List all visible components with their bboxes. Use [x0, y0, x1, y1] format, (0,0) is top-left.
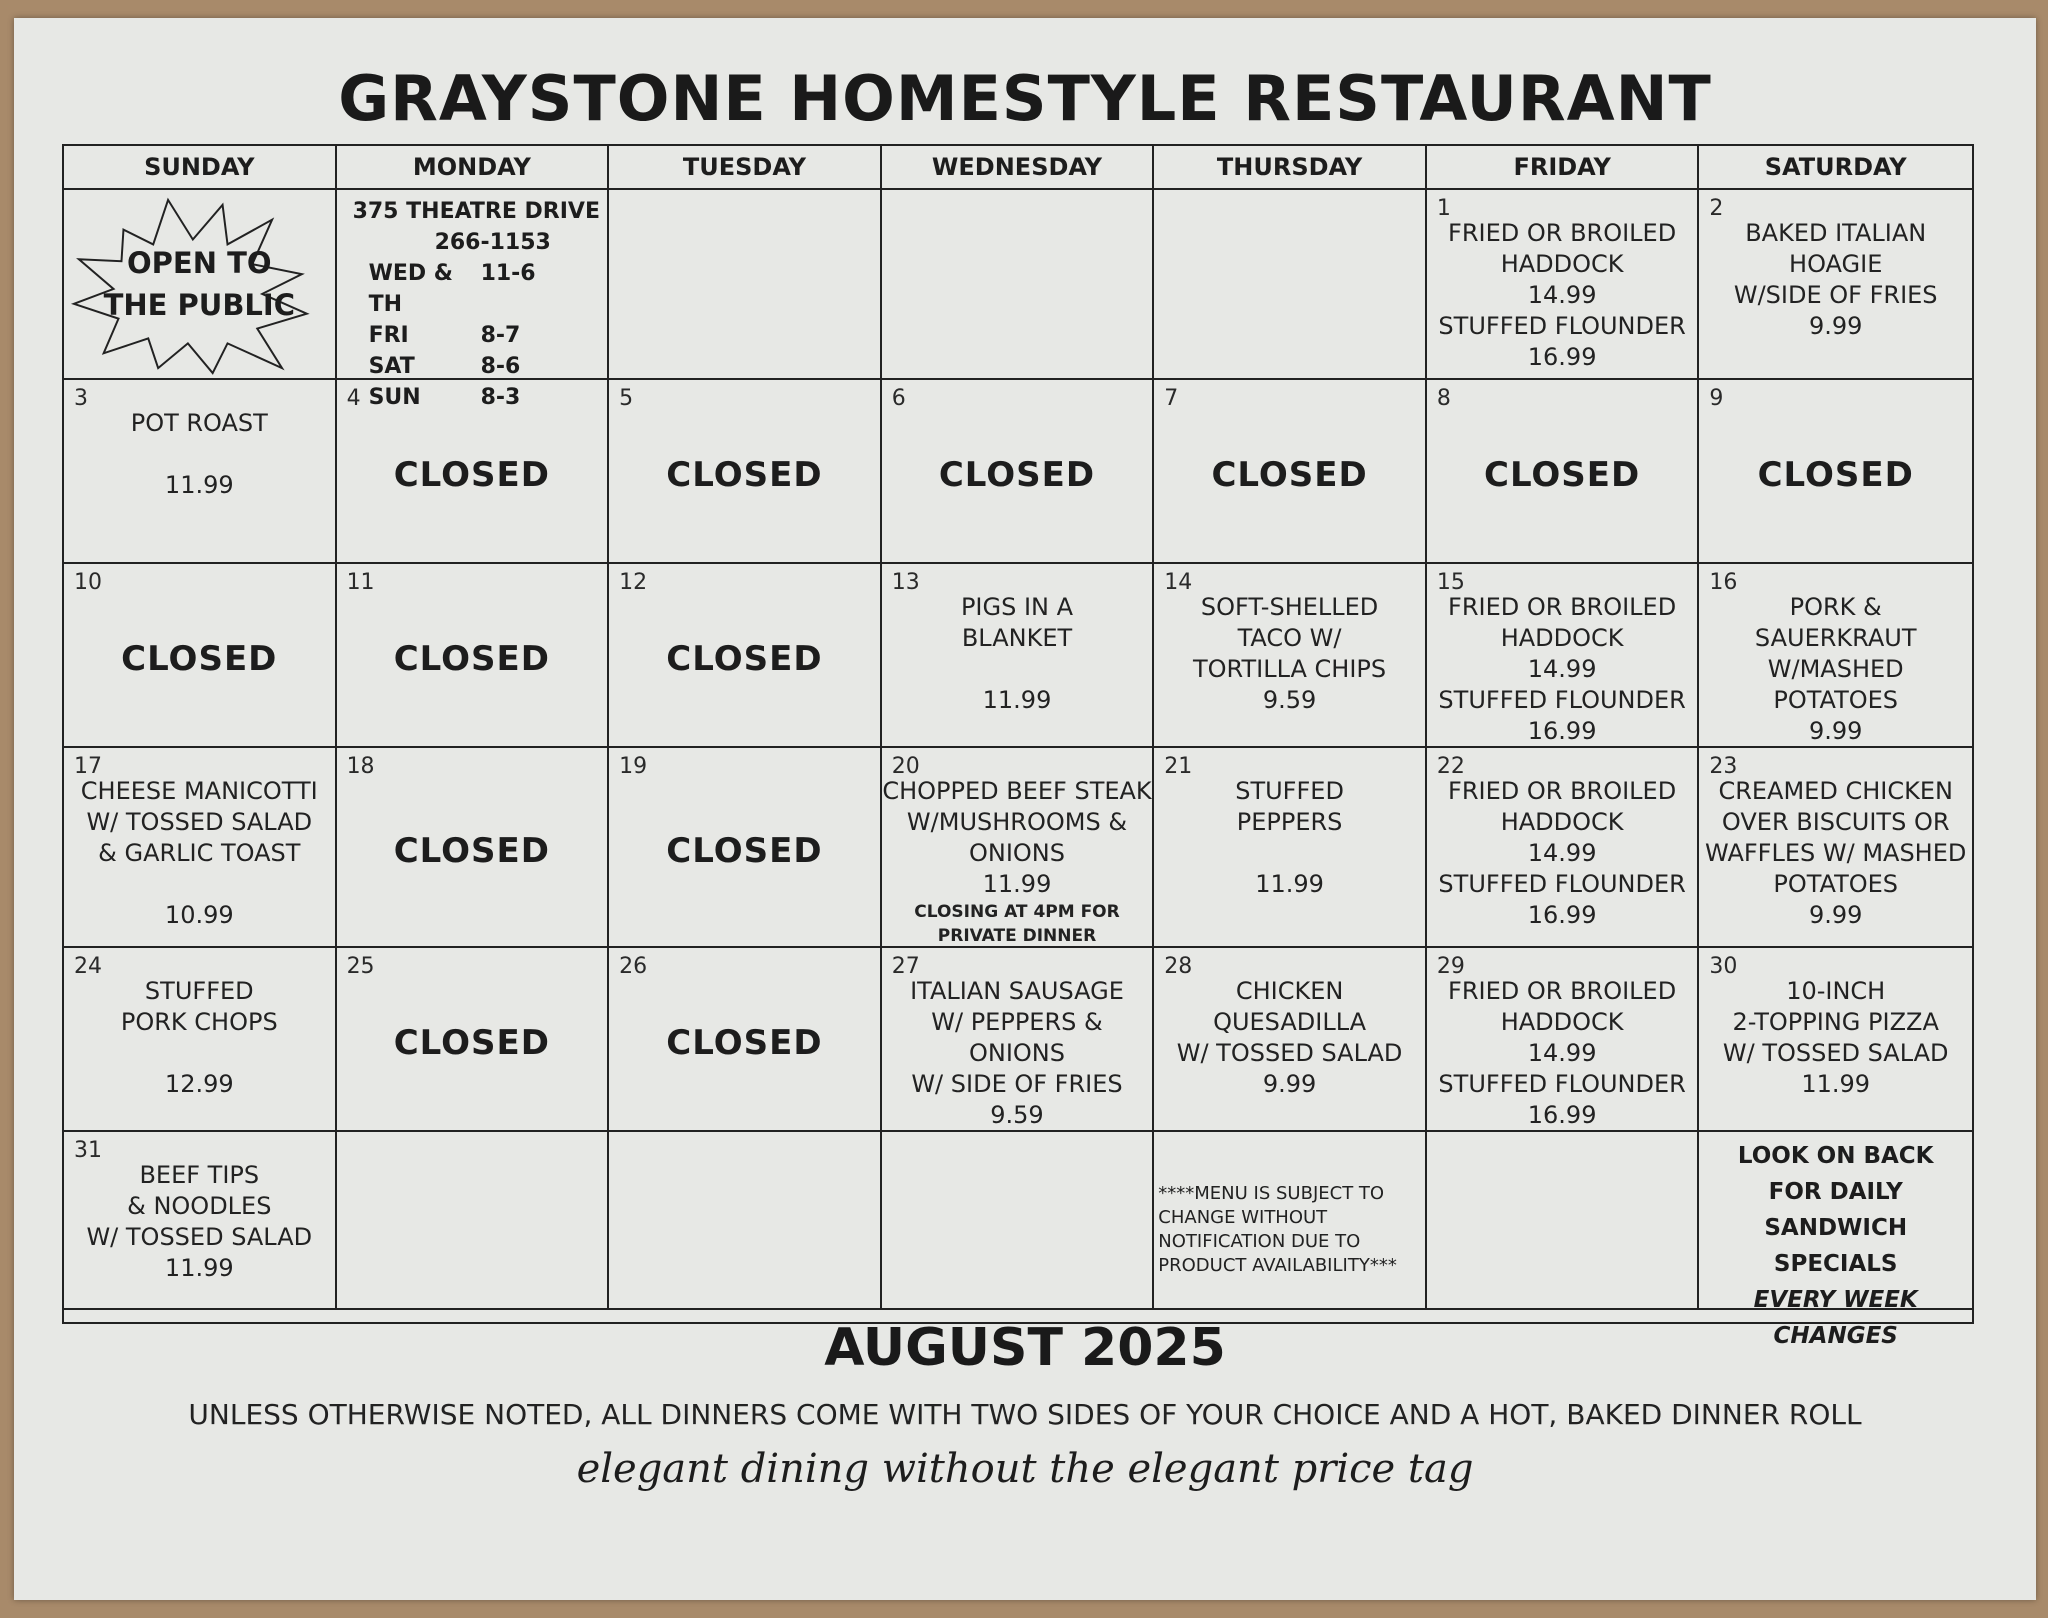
day-number: 6: [891, 386, 906, 411]
menu-line: 11.99: [164, 1254, 234, 1282]
menu-line: 11.99: [982, 870, 1052, 898]
address: 375 THEATRE DRIVE: [352, 199, 600, 224]
menu-line: CREAMED CHICKEN: [1718, 777, 1953, 805]
tagline: elegant dining without the elegant price tag: [576, 1446, 1474, 1492]
phone-number: 266-1153: [434, 230, 551, 255]
menu-line: 16.99: [1527, 901, 1597, 929]
menu-line: 11.99: [164, 471, 234, 499]
menu-line: 14.99: [1527, 655, 1597, 683]
back-note-line: LOOK ON BACK: [1737, 1143, 1934, 1169]
day-cell-18: [337, 748, 610, 948]
day-header-friday: FRIDAY: [1427, 146, 1700, 190]
day-number: 28: [1164, 954, 1193, 979]
menu-line: CHICKEN: [1235, 977, 1344, 1005]
day-number: 10: [74, 570, 102, 595]
menu-line: 11.99: [1801, 1070, 1871, 1098]
menu-line: 11.99: [1255, 870, 1324, 898]
menu-line: POTATOES: [1773, 686, 1899, 714]
menu-line: 9.99: [1808, 312, 1863, 340]
back-note-line: SANDWICH SPECIALS: [1764, 1215, 1908, 1277]
day-cell-28: [1154, 948, 1427, 1132]
back-note-italic-line: CHANGES: [1773, 1323, 1898, 1349]
menu-line: CHOPPED BEEF STEAK: [882, 777, 1152, 805]
day-cell-8: [1427, 380, 1700, 564]
menu-line: STUFFED: [1235, 777, 1344, 805]
menu-line: 16.99: [1527, 1101, 1597, 1129]
menu-line: PORK CHOPS: [120, 1008, 278, 1036]
menu-line: PORK &: [1789, 593, 1882, 621]
day-number: 5: [619, 386, 634, 411]
menu-line: CHEESE MANICOTTI: [80, 777, 318, 805]
day-cell-21: [1154, 748, 1427, 948]
day-cell-5: [609, 380, 882, 564]
menu-line: POTATOES: [1773, 870, 1899, 898]
menu-line: PEPPERS: [1236, 808, 1343, 836]
day-number: 2: [1709, 196, 1724, 221]
empty-cell: [1427, 1132, 1700, 1310]
menu-item: [1427, 218, 1698, 373]
empty-cell: [609, 190, 882, 380]
day-number: 14: [1164, 570, 1193, 595]
menu-item: [64, 976, 335, 1100]
menu-line: POT ROAST: [130, 409, 268, 437]
closed-label: CLOSED: [666, 1023, 823, 1063]
menu-line: TORTILLA CHIPS: [1192, 655, 1387, 683]
day-number: 23: [1709, 754, 1738, 779]
day-header-monday: MONDAY: [337, 146, 610, 190]
menu-item: [882, 592, 1153, 716]
day-cell-29: [1427, 948, 1700, 1132]
day-number: 11: [346, 570, 375, 595]
menu-line: W/ PEPPERS &: [931, 1008, 1103, 1036]
day-number: 8: [1436, 386, 1451, 411]
hours-row: SUN 8-3: [368, 385, 521, 410]
menu-line: STUFFED FLOUNDER: [1438, 870, 1686, 898]
menu-item: [1699, 776, 1972, 931]
day-cell-30: [1699, 948, 1972, 1132]
day-cell-14: [1154, 564, 1427, 748]
open-badge-line2: THE PUBLIC: [103, 288, 295, 322]
day-header-wednesday: WEDNESDAY: [882, 146, 1155, 190]
menu-line: 9.99: [1808, 717, 1863, 745]
closed-label: CLOSED: [666, 639, 823, 679]
day-number: 30: [1709, 954, 1738, 979]
day-number: 15: [1436, 570, 1465, 595]
day-number: 26: [619, 954, 648, 979]
day-number: 22: [1436, 754, 1465, 779]
day-number: 3: [74, 386, 88, 411]
day-header-tuesday: TUESDAY: [609, 146, 882, 190]
disclaimer-line: CHANGE WITHOUT: [1158, 1207, 1328, 1228]
menu-line: HOAGIE: [1789, 250, 1883, 278]
menu-item: [1427, 592, 1698, 747]
day-header-sunday: SUNDAY: [64, 146, 337, 190]
menu-calendar-sheet: [14, 18, 2036, 1600]
day-number: 12: [619, 570, 648, 595]
day-number: 1: [1436, 196, 1451, 221]
hours-row: SAT 8-6: [368, 354, 521, 379]
day-cell-27: [882, 948, 1155, 1132]
menu-item: [1154, 592, 1425, 716]
closed-label: CLOSED: [393, 1023, 550, 1063]
closed-label: CLOSED: [393, 831, 550, 871]
menu-line: 9.99: [1808, 901, 1863, 929]
day-cell-20: [882, 748, 1155, 948]
private-dinner-note: CLOSING AT 4PM FOR: [914, 902, 1120, 922]
menu-line: QUESADILLA: [1213, 1008, 1367, 1036]
menu-item: [1427, 776, 1698, 931]
menu-item: [1699, 592, 1972, 747]
menu-line: FRIED OR BROILED: [1448, 593, 1677, 621]
closed-label: CLOSED: [393, 455, 550, 495]
menu-item: [1427, 976, 1698, 1131]
day-number: 17: [74, 754, 102, 779]
menu-line: BAKED ITALIAN: [1745, 219, 1927, 247]
day-cell-11: [337, 564, 610, 748]
disclaimer-line: PRODUCT AVAILABILITY***: [1158, 1255, 1397, 1276]
menu-line: & NOODLES: [127, 1192, 272, 1220]
day-number: 21: [1164, 754, 1193, 779]
menu-line: 14.99: [1527, 1039, 1597, 1067]
day-number: 16: [1709, 570, 1738, 595]
day-cell-15: [1427, 564, 1700, 748]
closed-label: CLOSED: [121, 639, 278, 679]
closed-label: CLOSED: [938, 455, 1096, 495]
day-cell-2: [1699, 190, 1972, 380]
menu-line: 9.59: [990, 1101, 1044, 1129]
menu-line: W/ TOSSED SALAD: [86, 808, 313, 836]
menu-line: W/SIDE OF FRIES: [1733, 281, 1938, 309]
menu-line: FRIED OR BROILED: [1448, 977, 1677, 1005]
day-cell-19: [609, 748, 882, 948]
day-header-thursday: THURSDAY: [1154, 146, 1427, 190]
menu-line: 14.99: [1527, 839, 1597, 867]
menu-line: [64, 1038, 335, 1069]
menu-line: 2-TOPPING PIZZA: [1732, 1008, 1939, 1036]
menu-line: 9.99: [1262, 1070, 1317, 1098]
menu-line: 9.59: [1262, 686, 1317, 714]
menu-item: [1154, 976, 1425, 1100]
closed-label: CLOSED: [666, 455, 823, 495]
day-cell-4: [337, 380, 610, 564]
disclaimer-line: ****MENU IS SUBJECT TO: [1158, 1183, 1385, 1204]
menu-item: [1699, 218, 1972, 342]
footer-note: UNLESS OTHERWISE NOTED, ALL DINNERS COME WITH TWO SIDES OF YOUR CHOICE AND A HOT, BAKED DINNER ROLL: [188, 1398, 1862, 1431]
menu-line: W/ TOSSED SALAD: [86, 1223, 313, 1251]
disclaimer-line: NOTIFICATION DUE TO: [1158, 1231, 1361, 1252]
menu-line: [882, 654, 1153, 685]
menu-line: FRIED OR BROILED: [1448, 777, 1677, 805]
info-cell: [337, 190, 610, 410]
empty-cell: [882, 1132, 1155, 1310]
menu-line: OVER BISCUITS OR: [1721, 808, 1950, 836]
menu-item: [1699, 976, 1972, 1100]
menu-line: STUFFED: [144, 977, 254, 1005]
open-badge-line1: OPEN TO: [127, 246, 272, 280]
menu-line: HADDOCK: [1500, 624, 1624, 652]
menu-line: W/MUSHROOMS &: [906, 808, 1128, 836]
sandwich-specials-cell: [1699, 1132, 1972, 1349]
empty-cell: [1154, 190, 1427, 380]
closed-label: CLOSED: [1211, 455, 1368, 495]
menu-line: 16.99: [1527, 343, 1597, 371]
private-dinner-note: PRIVATE DINNER: [937, 926, 1097, 946]
day-cell-26: [609, 948, 882, 1132]
menu-line: HADDOCK: [1500, 808, 1624, 836]
menu-line: [64, 439, 335, 470]
menu-line: STUFFED FLOUNDER: [1438, 686, 1686, 714]
empty-cell: [882, 190, 1155, 380]
menu-line: ITALIAN SAUSAGE: [910, 977, 1124, 1005]
menu-item: [64, 1160, 335, 1284]
menu-line: SOFT-SHELLED: [1200, 593, 1379, 621]
day-cell-13: [882, 564, 1155, 748]
menu-line: TACO W/: [1237, 624, 1342, 652]
month-label: AUGUST 2025: [824, 1318, 1226, 1378]
day-cell-10: [64, 564, 337, 748]
day-number: 31: [74, 1138, 102, 1163]
menu-line: HADDOCK: [1500, 1008, 1624, 1036]
day-number: 25: [346, 954, 375, 979]
menu-line: FRIED OR BROILED: [1448, 219, 1677, 247]
day-cell-17: [64, 748, 337, 948]
menu-line: & GARLIC TOAST: [98, 839, 301, 867]
closed-label: CLOSED: [1757, 455, 1914, 495]
day-cell-1: [1427, 190, 1700, 380]
menu-line: PIGS IN A: [960, 593, 1074, 621]
day-cell-3: [64, 380, 337, 564]
day-cell-16: [1699, 564, 1972, 748]
day-cell-23: [1699, 748, 1972, 948]
menu-line: BLANKET: [961, 624, 1073, 652]
menu-item: [1154, 776, 1425, 900]
day-number: 7: [1164, 386, 1179, 411]
day-cell-6: [882, 380, 1155, 564]
day-number: 19: [619, 754, 648, 779]
menu-line: 10.99: [164, 901, 234, 929]
day-number: 29: [1436, 954, 1465, 979]
disclaimer-cell: [1154, 1132, 1427, 1310]
day-cell-25: [337, 948, 610, 1132]
open-to-public-cell: [64, 190, 337, 380]
menu-line: ONIONS: [968, 839, 1065, 867]
day-cell-24: [64, 948, 337, 1132]
hours-row: WED & TH 11-6: [368, 261, 536, 317]
menu-line: WAFFLES W/ MASHED: [1705, 839, 1967, 867]
menu-line: W/ SIDE OF FRIES: [911, 1070, 1123, 1098]
menu-item: [882, 976, 1153, 1131]
menu-line: 12.99: [164, 1070, 234, 1098]
menu-line: HADDOCK: [1500, 250, 1624, 278]
day-number: 20: [891, 754, 920, 779]
menu-item: [64, 408, 335, 501]
back-note-italic-line: EVERY WEEK: [1753, 1287, 1918, 1313]
day-cell-12: [609, 564, 882, 748]
closed-label: CLOSED: [1484, 455, 1641, 495]
day-number: 18: [346, 754, 375, 779]
hours-row: FRI 8-7: [368, 323, 521, 348]
menu-line: STUFFED FLOUNDER: [1438, 1070, 1686, 1098]
menu-line: ONIONS: [968, 1039, 1065, 1067]
menu-line: W/ TOSSED SALAD: [1176, 1039, 1403, 1067]
restaurant-title: GRAYSTONE HOMESTYLE RESTAURANT: [338, 62, 1712, 135]
day-header-saturday: SATURDAY: [1699, 146, 1972, 190]
menu-line: W/MASHED: [1767, 655, 1904, 683]
day-cell-7: [1154, 380, 1427, 564]
menu-line: [64, 869, 335, 900]
menu-line: STUFFED FLOUNDER: [1438, 312, 1686, 340]
menu-item: [64, 776, 335, 931]
menu-item: [882, 776, 1153, 948]
empty-cell: [337, 1132, 610, 1310]
empty-cell: [609, 1132, 882, 1310]
day-cell-31: [64, 1132, 337, 1310]
day-number: 9: [1709, 386, 1724, 411]
menu-line: 16.99: [1527, 717, 1597, 745]
day-cell-9: [1699, 380, 1972, 564]
day-number: 4: [346, 386, 361, 411]
menu-line: W/ TOSSED SALAD: [1722, 1039, 1949, 1067]
menu-line: 11.99: [982, 686, 1052, 714]
back-note-line: FOR DAILY: [1768, 1179, 1903, 1205]
menu-line: 10-INCH: [1786, 977, 1886, 1005]
closed-label: CLOSED: [393, 639, 550, 679]
menu-line: SAUERKRAUT: [1754, 624, 1917, 652]
menu-line: [1154, 838, 1425, 869]
day-number: 24: [74, 954, 102, 979]
day-number: 13: [891, 570, 920, 595]
day-number: 27: [891, 954, 920, 979]
day-cell-22: [1427, 748, 1700, 948]
menu-line: BEEF TIPS: [139, 1161, 260, 1189]
closed-label: CLOSED: [666, 831, 823, 871]
menu-line: 14.99: [1527, 281, 1597, 309]
